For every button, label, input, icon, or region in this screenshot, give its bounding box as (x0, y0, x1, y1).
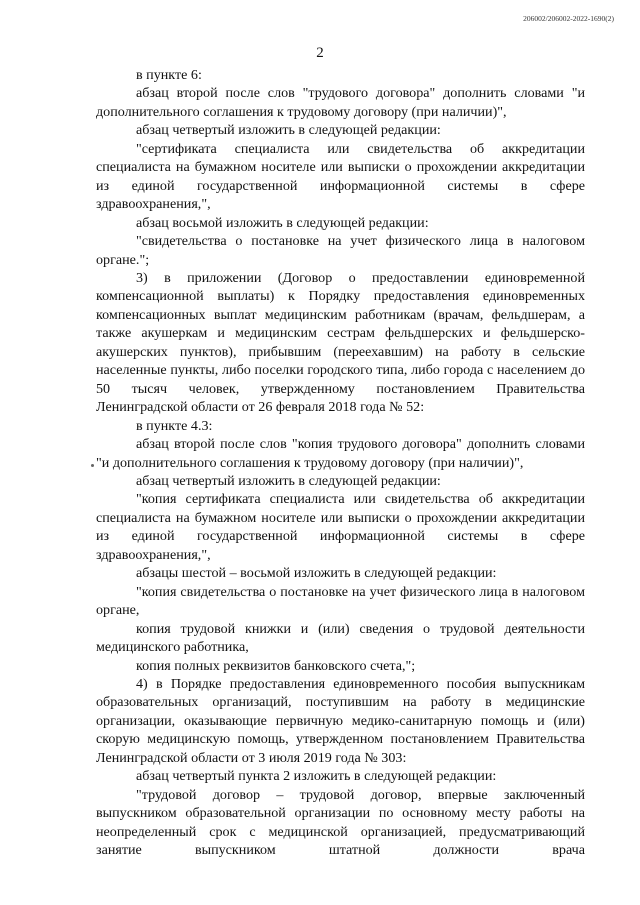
document-number: 206002/206002-2022-1690(2) (523, 14, 614, 23)
paragraph: 4) в Порядке предоставления единовременного пособия выпускникам образовательных организаций, поступившим на работу в медицинские организации, оказывающие первичную медико-санитарную помощь и (или) скорую медицинскую помощь, утвержденном постановлением Правительства Ленинградской области от 3 июля 2019 года № 303: (96, 675, 585, 766)
paragraph: абзац четвертый изложить в следующей редакции: (136, 122, 441, 139)
paragraph: абзацы шестой – восьмой изложить в следующей редакции: (136, 565, 497, 582)
scan-speck (91, 464, 94, 467)
page-number: 2 (316, 45, 324, 61)
paragraph: абзац второй после слов "трудового договора" дополнить словами "и дополнительного соглашения к трудовому договору (при наличии)", (96, 85, 585, 120)
paragraph: "свидетельства о постановке на учет физического лица в налоговом органе."; (96, 233, 585, 268)
paragraph: абзац восьмой изложить в следующей редакции: (136, 214, 429, 231)
paragraph: копия полных реквизитов банковского счета,"; (136, 657, 416, 674)
paragraph: в пункте 6: (136, 67, 202, 83)
paragraph: "копия сертификата специалиста или свидетельства об аккредитации специалиста на бумажном носителе или выписки о прохождении аккредитации из единой государственной информационной системы в сфере здравоохранения,", (96, 491, 585, 563)
paragraph: "трудовой договор – трудовой договор, впервые заключенный выпускником образовательной организации по основному месту работы на неопределенный срок с медицинской организацией, предусматривающий занятие выпускником штатной должности врача (96, 786, 585, 859)
paragraph: "сертификата специалиста или свидетельства об аккредитации специалиста на бумажном носителе или выписки о прохождении аккредитации из единой государственной информационной системы в сфере здравоохранения,", (96, 140, 585, 213)
paragraph: 3) в приложении (Договор о предоставлении единовременной компенсационной выплаты) к Порядку предоставления единовременных компенсационных выплат медицинским работникам (врачам, фельдшерам, а также акушеркам и медицинским сестрам фельдшерских и фельдшерско-акушерских пунктов), прибывшим (переехавшим) на работу в сельские населенные пункты, либо поселки городского типа, либо города с населением до 50 тысяч человек, утвержденному постановлением Правительства Ленинградской области от 26 февраля 2018 года № 52: (96, 269, 585, 416)
paragraph: копия трудовой книжки и (или) сведения о трудовой деятельности медицинского работника, (96, 620, 585, 656)
document-body (96, 66, 585, 859)
paragraph: абзац четвертый пункта 2 изложить в следующей редакции: (136, 768, 497, 785)
paragraph: в пункте 4.3: (136, 417, 213, 434)
paragraph: абзац второй после слов "копия трудового договора" дополнить словами "и дополнительного соглашения к трудовому договору (при наличии)", (96, 436, 585, 471)
paragraph: абзац четвертый изложить в следующей редакции: (136, 472, 441, 489)
paragraph: "копия свидетельства о постановке на учет физического лица в налоговом органе, (96, 583, 585, 619)
